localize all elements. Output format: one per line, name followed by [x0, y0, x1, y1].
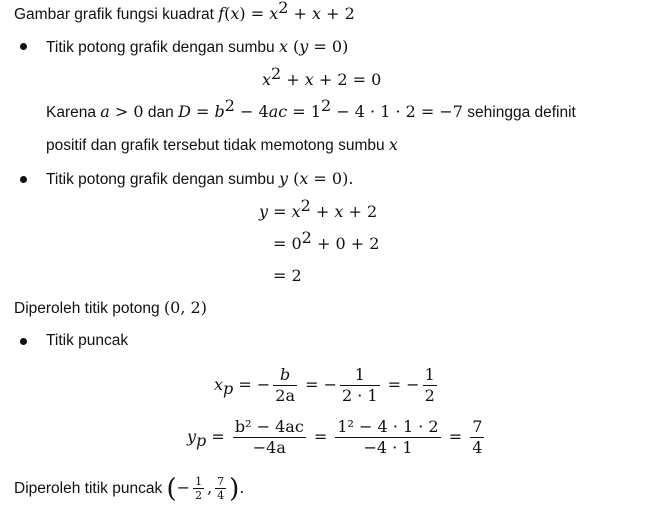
math-x: x [334, 202, 344, 221]
math-f: f [218, 4, 225, 23]
bullet-vertex [46, 331, 128, 351]
fraction [193, 475, 204, 502]
math-x: x [262, 70, 272, 89]
math-x: x [312, 4, 322, 23]
intro-text: Gambar grafik fungsi kuadrat [14, 6, 219, 23]
math-op: = [443, 427, 468, 446]
denominator: 2 · 1 [341, 386, 378, 406]
math-eq: = [245, 4, 270, 23]
equation-quadratic [262, 64, 382, 91]
math-op: + [310, 202, 335, 221]
text: positif dan grafik tersebut tidak memotong sumbu [46, 137, 389, 154]
math-exp: 2 [278, 0, 289, 17]
math-exp: 2 [300, 196, 311, 215]
numerator: 1 [340, 365, 380, 386]
numerator: 7 [472, 417, 483, 437]
math-exp: 2 [301, 228, 312, 247]
text: Diperoleh titik potong [14, 300, 164, 317]
math-exp: 2 [271, 64, 282, 83]
math-exp: 2 [320, 96, 332, 115]
text: Diperoleh titik puncak [14, 480, 167, 497]
math-y: y [299, 37, 309, 56]
fraction [423, 365, 437, 406]
text: dan [143, 104, 179, 121]
math-a: a [268, 102, 279, 121]
math-op: = − [382, 375, 420, 394]
result-vertex [14, 470, 244, 507]
math-paren: ( [166, 473, 177, 504]
result-intercept [14, 298, 207, 319]
math-op: = − [299, 375, 337, 394]
numerator: b² − 4ac [234, 417, 304, 437]
bullet-text: Titik puncak [46, 332, 129, 349]
math-op: + 2 [321, 4, 355, 23]
math-x: x [291, 202, 301, 221]
math-paren: ) [229, 473, 240, 504]
fraction [273, 365, 297, 406]
intro-line [14, 0, 355, 25]
yp-equation [187, 414, 487, 461]
math-paren: ( [224, 4, 231, 23]
math-dot: . [239, 478, 245, 497]
denominator: 4 [472, 438, 483, 458]
math-op: = [206, 427, 230, 446]
math-op: − [176, 478, 191, 497]
math-point: (0, 2) [163, 298, 207, 317]
fraction [233, 417, 306, 458]
math-eq: = 2 [273, 266, 302, 285]
bullet-y-intercept [46, 169, 353, 190]
bullet-text: Titik potong grafik dengan sumbu [46, 39, 279, 56]
math-op: + [288, 4, 313, 23]
bullet-text: Titik potong grafik dengan sumbu [46, 171, 279, 188]
text: sehingga definit [462, 104, 576, 121]
bullet-icon [20, 43, 27, 50]
math-D: D [178, 102, 191, 121]
math-cond: = 0) [308, 37, 349, 56]
denominator: −4a [252, 438, 286, 458]
math-paren: ( [287, 169, 300, 188]
math-x: x [278, 37, 288, 56]
denominator: 2 [195, 489, 203, 503]
math-x: x [388, 135, 398, 154]
math-op: = [308, 427, 333, 446]
math-paren: ( [287, 37, 300, 56]
math-x: x [269, 4, 279, 23]
math-op: = − [233, 375, 271, 394]
math-op: + 2 = 0 [313, 70, 382, 89]
fraction [215, 475, 226, 502]
numerator: 7 [217, 475, 225, 489]
numerator: 1 [195, 475, 203, 489]
math-paren: ) [239, 4, 246, 23]
math-x: x [304, 70, 314, 89]
math-y: y [187, 427, 197, 446]
bullet-x-intercept [46, 37, 348, 58]
math-y: y [278, 169, 288, 188]
math-cond: = 0). [308, 169, 354, 188]
positive-line [46, 135, 398, 156]
y-equation-3 [273, 266, 302, 287]
fraction [340, 365, 380, 406]
math-a: a [100, 102, 110, 121]
math-eq: = [268, 202, 292, 221]
math-c: c [278, 102, 288, 121]
y-equation-1 [259, 196, 378, 223]
numerator: b [273, 365, 297, 386]
xp-equation [214, 362, 440, 409]
fraction [470, 417, 484, 458]
math-eq: = [190, 102, 215, 121]
math-exp: 2 [224, 96, 235, 115]
math-op: + 0 + 2 [311, 234, 380, 253]
math-y: y [259, 202, 269, 221]
denominator: −4 · 1 [363, 438, 413, 458]
numerator: 1 [424, 365, 435, 385]
math-eq: = 0 [273, 234, 302, 253]
bullet-icon [20, 176, 27, 183]
math-sub: p [196, 431, 207, 450]
math-op: − 4 [234, 102, 269, 121]
math-comma: , [207, 478, 213, 497]
math-op: − 4 · 1 · 2 = −7 [331, 102, 463, 121]
numerator: 1² − 4 · 1 · 2 [337, 417, 439, 437]
math-op: + [281, 70, 305, 89]
math-op: = 1 [287, 102, 321, 121]
discriminant-line [46, 96, 576, 123]
math-op: + 2 [343, 202, 378, 221]
y-equation-2 [273, 228, 380, 255]
text: Karena [46, 104, 101, 121]
fraction [335, 417, 440, 458]
denominator: 2a [275, 386, 295, 406]
math-x: x [299, 169, 309, 188]
math-b: b [214, 102, 225, 121]
bullet-icon [20, 338, 27, 345]
denominator: 4 [217, 489, 225, 503]
math-x: x [214, 375, 224, 394]
math-x: x [230, 4, 240, 23]
math-op: > 0 [109, 102, 144, 121]
denominator: 2 [424, 386, 435, 406]
math-sub: p [223, 379, 234, 398]
